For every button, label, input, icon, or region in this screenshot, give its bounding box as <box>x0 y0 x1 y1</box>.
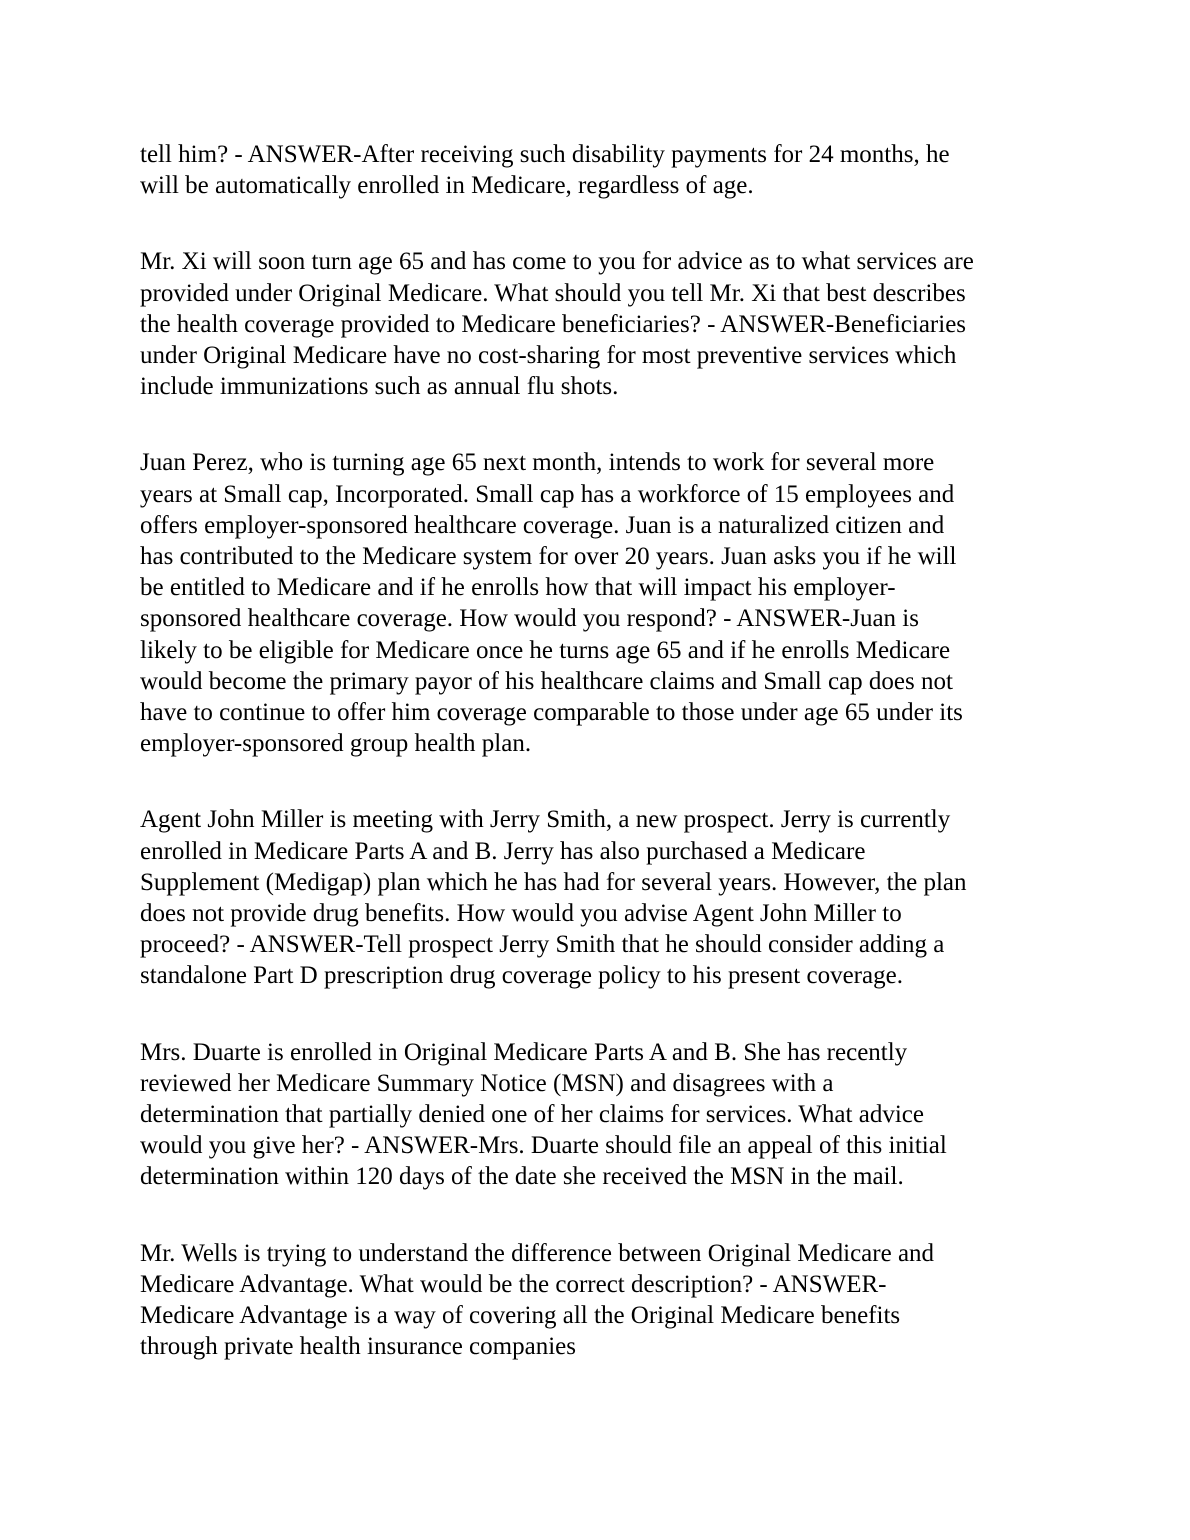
text-line: Juan Perez, who is turning age 65 next month, intends to work for several more <box>140 449 935 477</box>
text-line: Medicare Advantage. What would be the correct description? - ANSWER- <box>140 1270 887 1298</box>
qa-paragraph <box>140 447 1060 759</box>
text-line: has contributed to the Medicare system for over 20 years. Juan asks you if he will <box>140 543 957 571</box>
text-line: have to continue to offer him coverage comparable to those under age 65 under its <box>140 699 963 727</box>
qa-paragraph <box>140 139 1060 201</box>
text-line: will be automatically enrolled in Medicare, regardless of age. <box>140 172 754 200</box>
text-line: be entitled to Medicare and if he enrolls how that will impact his employer- <box>140 574 896 602</box>
text-line: under Original Medicare have no cost-sharing for most preventive services which <box>140 342 957 370</box>
text-line: years at Small cap, Incorporated. Small cap has a workforce of 15 employees and <box>140 480 955 508</box>
qa-paragraph <box>140 804 1060 991</box>
text-line: proceed? - ANSWER-Tell prospect Jerry Smith that he should consider adding a <box>140 931 945 959</box>
text-line: Mrs. Duarte is enrolled in Original Medicare Parts A and B. She has recently <box>140 1038 908 1066</box>
text-line: the health coverage provided to Medicare beneficiaries? - ANSWER-Beneficiaries <box>140 310 967 338</box>
text-line: Agent John Miller is meeting with Jerry Smith, a new prospect. Jerry is currently <box>140 806 951 834</box>
text-line: include immunizations such as annual flu shots. <box>140 373 619 401</box>
text-line: Mr. Xi will soon turn age 65 and has come to you for advice as to what services are <box>140 248 974 276</box>
text-line: provided under Original Medicare. What should you tell Mr. Xi that best describes <box>140 279 966 307</box>
qa-paragraph <box>140 246 1060 402</box>
text-line: reviewed her Medicare Summary Notice (MSN) and disagrees with a <box>140 1069 834 1097</box>
text-line: employer-sponsored group health plan. <box>140 730 532 758</box>
text-line: Mr. Wells is trying to understand the difference between Original Medicare and <box>140 1239 935 1267</box>
text-line: enrolled in Medicare Parts A and B. Jerry has also purchased a Medicare <box>140 837 866 865</box>
qa-paragraph <box>140 1037 1060 1193</box>
text-line: Supplement (Medigap) plan which he has had for several years. However, the plan <box>140 868 967 896</box>
text-line: tell him? - ANSWER-After receiving such disability payments for 24 months, he <box>140 141 950 168</box>
text-line: likely to be eligible for Medicare once he turns age 65 and if he enrolls Medicare <box>140 636 951 664</box>
text-line: through private health insurance companies <box>140 1333 576 1361</box>
text-line: sponsored healthcare coverage. How would you respond? - ANSWER-Juan is <box>140 605 919 633</box>
text-line: determination within 120 days of the date she received the MSN in the mail. <box>140 1163 904 1191</box>
qa-paragraph <box>140 1238 1060 1363</box>
text-line: would you give her? - ANSWER-Mrs. Duarte should file an appeal of this initial <box>140 1132 947 1160</box>
text-line: would become the primary payor of his healthcare claims and Small cap does not <box>140 667 953 695</box>
text-line: standalone Part D prescription drug coverage policy to his present coverage. <box>140 962 903 990</box>
text-line: determination that partially denied one of her claims for services. What advice <box>140 1101 924 1129</box>
text-line: does not provide drug benefits. How would you advise Agent John Miller to <box>140 900 902 928</box>
document-body <box>140 139 1060 1408</box>
text-line: Medicare Advantage is a way of covering all the Original Medicare benefits <box>140 1302 901 1330</box>
text-line: offers employer-sponsored healthcare coverage. Juan is a naturalized citizen and <box>140 511 945 539</box>
